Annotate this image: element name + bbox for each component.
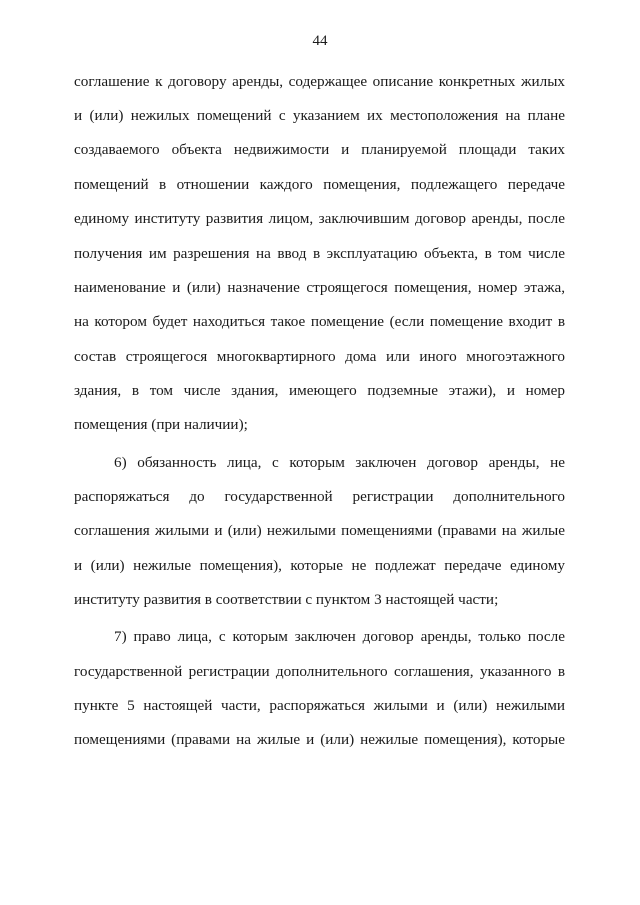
- text-line: государственной регистрации дополнительного соглашения, указанного в: [74, 663, 565, 680]
- text-line: пункте 5 настоящей части, распоряжаться жилыми и (или) нежилыми: [74, 697, 565, 714]
- text-line: помещениями (правами на жилые и (или) нежилые помещения), которые: [74, 731, 565, 748]
- text-line: соглашение к договору аренды, содержащее описание конкретных жилых: [74, 73, 565, 90]
- text-line: институту развития в соответствии с пунктом 3 настоящей части;: [74, 591, 499, 608]
- text-line: получения им разрешения на ввод в эксплуатацию объекта, в том числе: [74, 245, 565, 262]
- text-line: состав строящегося многоквартирного дома или иного многоэтажного: [74, 348, 565, 365]
- text-line: соглашения жилыми и (или) нежилыми помещениями (правами на жилые: [74, 522, 565, 539]
- text-line: 7) право лица, с которым заключен договор аренды, только после: [114, 628, 565, 645]
- text-line: и (или) нежилых помещений с указанием их местоположения на плане: [74, 107, 565, 124]
- text-line: распоряжаться до государственной регистрации дополнительного: [74, 488, 565, 505]
- text-line: единому институту развития лицом, заключившим договор аренды, после: [74, 210, 565, 227]
- text-line: 6) обязанность лица, с которым заключен договор аренды, не: [114, 454, 565, 471]
- text-line: на котором будет находиться такое помещение (если помещение входит в: [74, 313, 565, 330]
- text-line: наименование и (или) назначение строящегося помещения, номер этажа,: [74, 279, 565, 296]
- text-line: помещения (при наличии);: [74, 416, 248, 433]
- text-line: и (или) нежилые помещения), которые не подлежат передаче единому: [74, 557, 565, 574]
- text-line: создаваемого объекта недвижимости и планируемой площади таких: [74, 141, 565, 158]
- page-number: 44: [312, 33, 328, 49]
- text-line: здания, в том числе здания, имеющего подземные этажи), и номер: [74, 382, 565, 399]
- text-line: помещений в отношении каждого помещения, подлежащего передаче: [74, 176, 565, 193]
